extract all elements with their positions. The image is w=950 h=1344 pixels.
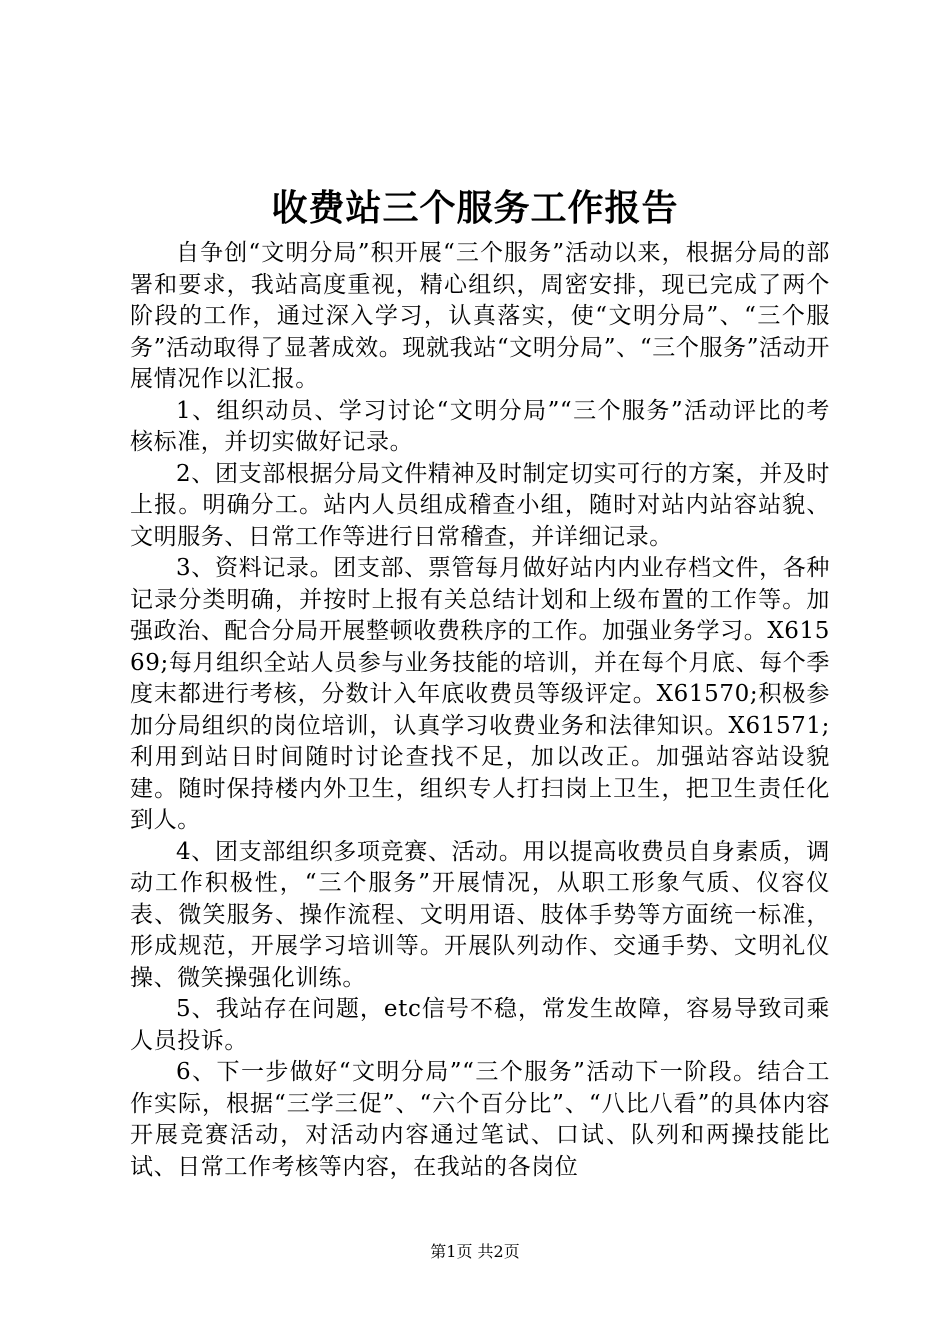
paragraph-item-2: 2、团支部根据分局文件精神及时制定切实可行的方案，并及时上报。明确分工。站内人员组成稽查小组，随时对站内站容站貌、文明服务、日常工作等进行日常稽查，并详细记录。 [130,460,830,550]
page-footer: 第1页 共2页 [430,1242,520,1261]
paragraph-item-3: 3、资料记录。团支部、票管每月做好站内内业存档文件，各种记录分类明确，并按时上报有关总结计划和上级布置的工作等。加强政治、配合分局开展整顿收费秩序的工作。加强业务学习。X61569;每月组织全站人员参与业务技能的培训，并在每个月底、每个季度末都进行考核，分数计入年底收费员等级评定。X61570;积极参加分局组织的岗位培训，认真学习收费业务和法律知识。X61571;利用到站日时间随时讨论查找不足，加以改正。加强站容站设貌建。随时保持楼内外卫生，组织专人打扫岗上卫生，把卫生责任化到人。 [130,555,830,833]
paragraph-item-1: 1、组织动员、学习讨论“文明分局”“三个服务”活动评比的考核标准，并切实做好记录。 [130,397,830,455]
paragraph-intro: 自争创“文明分局”积开展“三个服务”活动以来，根据分局的部署和要求，我站高度重视，精心组织，周密安排，现已完成了两个阶段的工作，通过深入学习，认真落实，使“文明分局”、“三个服务”活动取得了显著成效。现就我站“文明分局”、“三个服务”活动开展情况作以汇报。 [130,240,830,392]
document-title: 收费站三个服务工作报告 [271,187,679,229]
paragraph-item-6: 6、下一步做好“文明分局”“三个服务”活动下一阶段。结合工作实际，根据“三学三促”、“六个百分比”、“八比八看”的具体内容开展竞赛活动，对活动内容通过笔试、口试、队列和两操技能比试、日常工作考核等内容，在我站的各岗位 [130,1059,830,1180]
document-body [130,238,830,1183]
paragraph-item-4: 4、团支部组织多项竞赛、活动。用以提高收费员自身素质，调动工作积极性，“三个服务”开展情况，从职工形象气质、仪容仪表、微笑服务、操作流程、文明用语、肢体手势等方面统一标准，形成规范，开展学习培训等。开展队列动作、交通手势、文明礼仪操、微笑操强化训练。 [130,838,830,991]
paragraph-item-5: 5、我站存在问题，etc信号不稳，常发生故障，容易导致司乘人员投诉。 [130,996,830,1054]
